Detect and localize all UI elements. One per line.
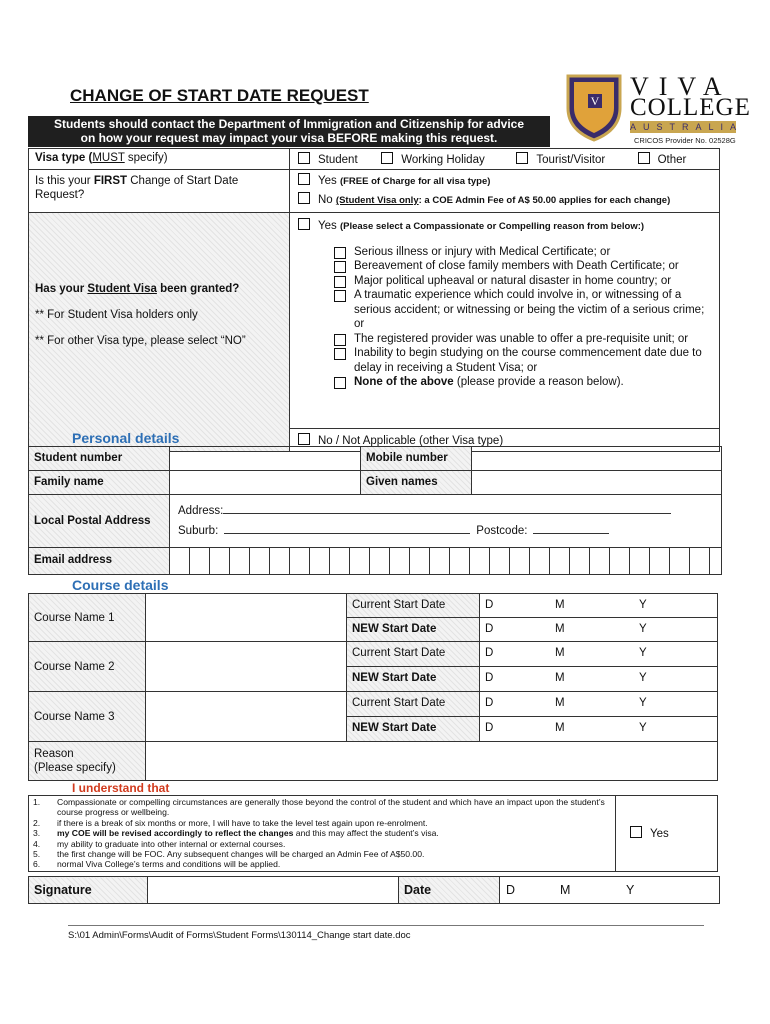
given-names-field[interactable]: [472, 471, 722, 495]
signature-table: [28, 876, 720, 904]
visa-table: [28, 148, 720, 452]
logo-college: COLLEGE: [630, 94, 751, 121]
checkbox-icon[interactable]: [334, 377, 346, 389]
understand-heading: I understand that: [72, 781, 170, 795]
checkbox-icon[interactable]: [298, 192, 310, 204]
visa-option-student[interactable]: Student: [298, 152, 378, 166]
signature-field[interactable]: [148, 877, 399, 904]
course-name-1-label: Course Name 1: [29, 594, 146, 642]
understand-item: 2. if there is a break of six months or more, I will have to take the level test again upon re-enrolment.: [33, 817, 428, 828]
student-visa-question: Has your Student Visa been granted?: [35, 283, 240, 295]
banner-line-1: Students should contact the Department of Immigration and Citizenship for advice: [53, 117, 525, 131]
checkbox-icon[interactable]: [334, 276, 346, 288]
footer-divider: [68, 925, 704, 926]
checkbox-icon[interactable]: [638, 152, 650, 164]
checkbox-icon[interactable]: [334, 334, 346, 346]
postcode-label: Postcode:: [476, 525, 528, 537]
new-start-label: NEW Start Date: [347, 717, 480, 742]
visa-option-tourist[interactable]: Tourist/Visitor: [516, 152, 634, 166]
first-change-options: [290, 170, 720, 213]
checkbox-icon[interactable]: [516, 152, 528, 164]
current-start-field[interactable]: D M Y: [480, 692, 718, 717]
crest-letter: V: [590, 94, 600, 108]
student-visa-note-2: ** For other Visa type, please select “NO”: [35, 335, 246, 347]
new-start-field[interactable]: D M Y: [480, 717, 718, 742]
current-start-field[interactable]: D M Y: [480, 594, 718, 618]
student-visa-note-1: ** For Student Visa holders only: [35, 309, 198, 321]
file-path-footer: S:\01 Admin\Forms\Audit of Forms\Student Forms\130114_Change start date.doc: [68, 930, 411, 941]
postal-address-field[interactable]: [170, 495, 722, 548]
date-label: Date: [399, 877, 500, 904]
visa-type-label: Visa type (MUST specify): [29, 149, 290, 170]
postal-address-label: Local Postal Address: [29, 495, 170, 548]
student-visa-question-cell: [29, 213, 290, 452]
first-change-no[interactable]: No (Student Visa only: a COE Admin Fee of A$ 50.00 applies for each change): [298, 191, 711, 210]
reason-item[interactable]: Bereavement of close family members with Death Certificate; or: [334, 259, 711, 274]
checkbox-icon[interactable]: [298, 218, 310, 230]
course-details-table: [28, 593, 718, 781]
new-start-field[interactable]: D M Y: [480, 618, 718, 642]
checkbox-icon[interactable]: [630, 826, 642, 838]
understand-item: 1. Compassionate or compelling circumstances are generally those beyond the control of the student and which have an impact upon the student’s course progress or wellbeing.: [33, 797, 605, 818]
checkbox-icon[interactable]: [334, 261, 346, 273]
banner-line-2: on how your request may impact your visa BEFORE making this request.: [80, 131, 498, 145]
signature-label: Signature: [29, 877, 148, 904]
reason-item[interactable]: Inability to begin studying on the course commencement date due to delay in receiving a Student Visa; or: [334, 346, 711, 375]
first-change-yes[interactable]: Yes (FREE of Charge for all visa type): [298, 172, 711, 191]
email-address-field[interactable]: [170, 548, 722, 575]
course-details-heading: Course details: [72, 577, 169, 593]
personal-details-heading: Personal details: [72, 430, 180, 446]
course-name-2-label: Course Name 2: [29, 642, 146, 692]
reason-field[interactable]: [146, 742, 718, 781]
understand-list: [29, 796, 616, 872]
family-name-label: Family name: [29, 471, 170, 495]
understand-item: 4. my ability to graduate into other internal or external courses.: [33, 838, 286, 849]
page-title: CHANGE OF START DATE REQUEST: [70, 86, 369, 105]
course-name-1-field[interactable]: [146, 594, 347, 642]
student-visa-yes[interactable]: Yes (Please select a Compassionate or Compelling reason from below:): [298, 218, 711, 235]
student-number-label: Student number: [29, 447, 170, 471]
student-number-field[interactable]: [170, 447, 361, 471]
logo-australia: AUSTRALIA: [630, 122, 744, 132]
student-visa-no[interactable]: No / Not Applicable (other Visa type): [290, 429, 720, 452]
viva-college-logo: [560, 72, 751, 152]
reason-item-none[interactable]: None of the above (please provide a reason below).: [334, 375, 711, 390]
reason-item[interactable]: A traumatic experience which could involve in, or witnessing of a serious accident; or witnessing or being the victim of a serious crime; or: [334, 288, 711, 332]
checkbox-icon[interactable]: [334, 348, 346, 360]
suburb-label: Suburb:: [178, 525, 219, 537]
email-address-label: Email address: [29, 548, 170, 575]
first-change-question: Is this your FIRST Change of Start Date Request?: [29, 170, 290, 213]
family-name-field[interactable]: [170, 471, 361, 495]
current-start-label: Current Start Date: [347, 594, 480, 618]
understand-table: [28, 795, 718, 872]
reason-list: [334, 245, 711, 390]
new-start-label: NEW Start Date: [347, 667, 480, 692]
visa-warning-banner: [28, 116, 550, 147]
student-visa-yes-cell: [290, 213, 720, 429]
checkbox-icon[interactable]: [334, 247, 346, 259]
new-start-label: NEW Start Date: [347, 618, 480, 642]
checkbox-icon[interactable]: [334, 290, 346, 302]
visa-type-options: [290, 149, 720, 170]
understand-item: 5. the first change will be FOC. Any subsequent changes will be charged an Admin Fee of A$50.00.: [33, 849, 425, 860]
checkbox-icon[interactable]: [381, 152, 393, 164]
checkbox-icon[interactable]: [298, 433, 310, 445]
checkbox-icon[interactable]: [298, 173, 310, 185]
course-name-2-field[interactable]: [146, 642, 347, 692]
given-names-label: Given names: [361, 471, 472, 495]
college-crest-icon: [564, 72, 624, 142]
checkbox-icon[interactable]: [298, 152, 310, 164]
mobile-number-field[interactable]: [472, 447, 722, 471]
reason-item[interactable]: Serious illness or injury with Medical Certificate; or: [334, 245, 711, 260]
current-start-label: Current Start Date: [347, 692, 480, 717]
new-start-field[interactable]: D M Y: [480, 667, 718, 692]
mobile-number-label: Mobile number: [361, 447, 472, 471]
course-name-3-label: Course Name 3: [29, 692, 146, 742]
reason-item[interactable]: Major political upheaval or natural disaster in home country; or: [334, 274, 711, 289]
date-field[interactable]: D M Y: [500, 877, 720, 904]
current-start-label: Current Start Date: [347, 642, 480, 667]
visa-option-other[interactable]: Other: [638, 154, 687, 166]
understand-item: 6. normal Viva College’s terms and conditions will be applied.: [33, 859, 281, 870]
course-name-3-field[interactable]: [146, 692, 347, 742]
understand-yes[interactable]: Yes: [616, 796, 718, 872]
personal-details-table: [28, 446, 722, 575]
visa-option-working-holiday[interactable]: Working Holiday: [381, 152, 513, 166]
cricos-number: CRICOS Provider No. 02528G: [634, 136, 736, 145]
reason-item[interactable]: The registered provider was unable to offer a pre-requisite unit; or: [334, 332, 711, 347]
logo-viva: VIVA: [630, 72, 732, 101]
understand-item: 3. my COE will be revised accordingly to reflect the changes and this may affect the student’s visa.: [33, 828, 439, 839]
reason-label: Reason (Please specify): [29, 742, 146, 781]
current-start-field[interactable]: D M Y: [480, 642, 718, 667]
address-label: Address:: [178, 505, 224, 517]
